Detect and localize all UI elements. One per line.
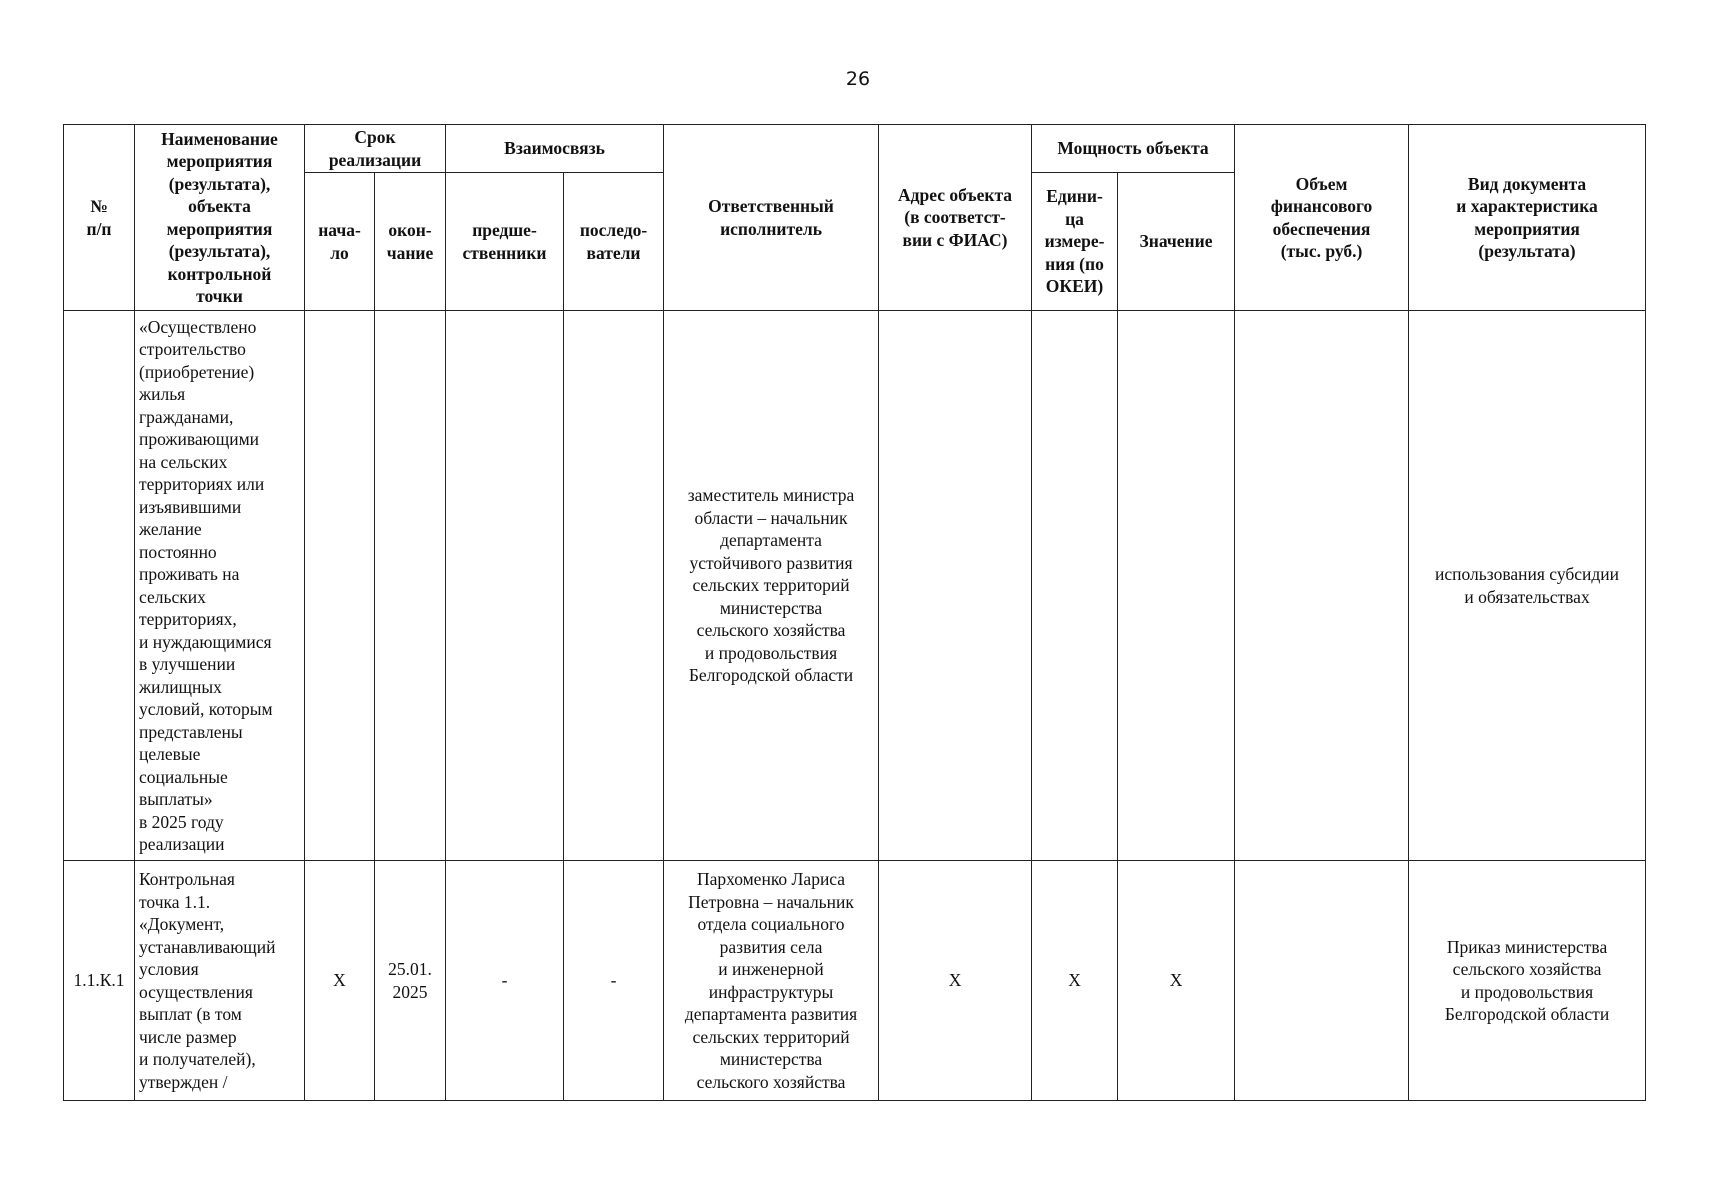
cell-doc-type: использования субсидии и обязательствах — [1409, 311, 1646, 861]
header-start: нача- ло — [305, 173, 375, 311]
cell-predecessors: - — [446, 861, 564, 1101]
header-name: Наименование мероприятия (результата), объекта мероприятия (результата), контрольной точки — [135, 125, 305, 311]
header-address: Адрес объекта (в соответст- вии с ФИАС) — [879, 125, 1032, 311]
cell-name: Контрольная точка 1.1. «Документ, устанавливающий условия осуществления выплат (в том числе размер и получателей), утвержден / — [135, 861, 305, 1101]
header-period: Срок реализации — [305, 125, 446, 173]
header-successors: последо- ватели — [564, 173, 664, 311]
cell-address — [879, 311, 1032, 861]
cell-address: Х — [879, 861, 1032, 1101]
header-funding: Объем финансового обеспечения (тыс. руб.) — [1235, 125, 1409, 311]
header-predecessors: предше- ственники — [446, 173, 564, 311]
cell-value: Х — [1118, 861, 1235, 1101]
header-responsible: Ответственный исполнитель — [664, 125, 879, 311]
cell-unit: Х — [1032, 861, 1118, 1101]
header-capacity: Мощность объекта — [1032, 125, 1235, 173]
cell-num: 1.1.К.1 — [64, 861, 135, 1101]
cell-predecessors — [446, 311, 564, 861]
header-relation: Взаимосвязь — [446, 125, 664, 173]
cell-funding — [1235, 311, 1409, 861]
cell-end: 25.01. 2025 — [375, 861, 446, 1101]
cell-end — [375, 311, 446, 861]
cell-start — [305, 311, 375, 861]
table-row — [64, 311, 1646, 861]
cell-successors: - — [564, 861, 664, 1101]
header-end: окон- чание — [375, 173, 446, 311]
cell-doc-type: Приказ министерства сельского хозяйства и продовольствия Белгородской области — [1409, 861, 1646, 1101]
cell-name: «Осуществлено строительство (приобретение) жилья гражданами, проживающими на сельских территориях или изъявившими желание постоянно проживать на сельских территориях, и нуждающимися в улучшении жилищных условий, которым представлены целевые социальные выплаты» в 2025 году реализации — [135, 311, 305, 861]
cell-num — [64, 311, 135, 861]
activities-table — [63, 124, 1646, 1101]
cell-responsible: Пархоменко Лариса Петровна – начальник отдела социального развития села и инженерной инфраструктуры департамента развития сельских территорий министерства сельского хозяйства — [664, 861, 879, 1101]
header-doc-type: Вид документа и характеристика мероприятия (результата) — [1409, 125, 1646, 311]
cell-start: Х — [305, 861, 375, 1101]
cell-unit — [1032, 311, 1118, 861]
cell-successors — [564, 311, 664, 861]
header-value: Значение — [1118, 173, 1235, 311]
cell-value — [1118, 311, 1235, 861]
header-num: № п/п — [64, 125, 135, 311]
page-number: 26 — [845, 68, 871, 90]
table-row — [64, 861, 1646, 1101]
header-unit: Едини- ца измере- ния (по ОКЕИ) — [1032, 173, 1118, 311]
cell-funding — [1235, 861, 1409, 1101]
cell-responsible: заместитель министра области – начальник департамента устойчивого развития сельских территорий министерства сельского хозяйства и продовольствия Белгородской области — [664, 311, 879, 861]
